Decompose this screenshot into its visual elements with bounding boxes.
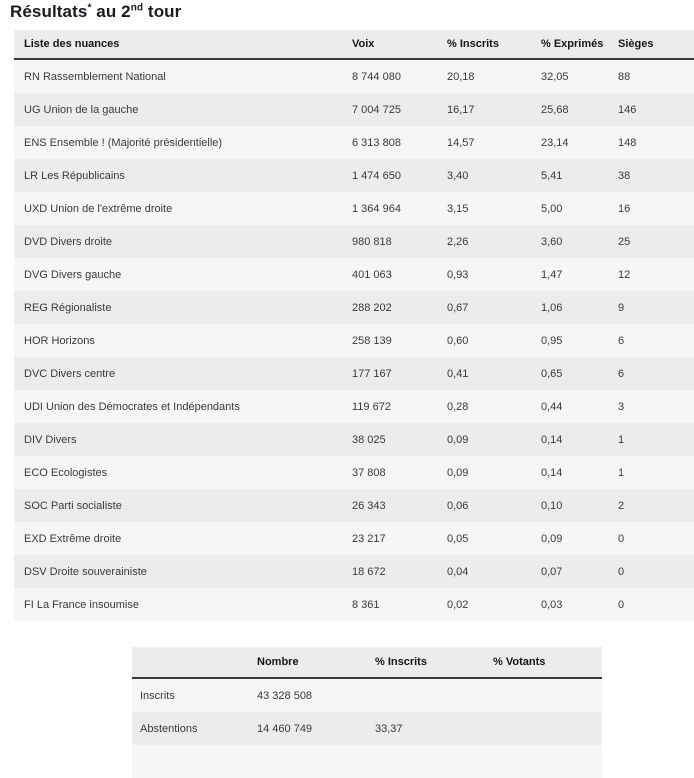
table-row <box>14 423 694 456</box>
title-footnote-asterisk: * <box>87 2 92 14</box>
table-cell: 3 <box>618 400 625 413</box>
table-cell: 0 <box>618 532 625 545</box>
table-cell: 12 <box>618 268 631 281</box>
column-header: Voix <box>352 38 375 50</box>
column-header: % Inscrits <box>447 38 499 50</box>
table-cell: 0,44 <box>541 400 563 413</box>
table-cell: 3,60 <box>541 235 563 248</box>
table-cell: 148 <box>618 136 637 149</box>
table-cell: 3,40 <box>447 169 469 182</box>
table-cell: 0 <box>618 598 625 611</box>
table-row <box>132 712 602 745</box>
table-cell: DSV Droite souverainiste <box>24 565 147 578</box>
table-cell: 0,14 <box>541 433 563 446</box>
table-cell: 26 343 <box>352 499 386 512</box>
table-cell: DVG Divers gauche <box>24 268 122 281</box>
table-row <box>14 60 694 93</box>
page-title-mid: au 2 <box>91 2 131 21</box>
table-cell: 119 672 <box>352 400 391 413</box>
participation-table <box>132 647 602 778</box>
table-cell: 1 <box>618 433 625 446</box>
table-row <box>14 159 694 192</box>
table-cell: 0,60 <box>447 334 469 347</box>
table-row <box>14 489 694 522</box>
table-cell: 1,47 <box>541 268 563 281</box>
table-row <box>14 291 694 324</box>
table-cell: SOC Parti socialiste <box>24 499 122 512</box>
table-cell: 16,17 <box>447 103 475 116</box>
table-cell: DIV Divers <box>24 433 77 446</box>
table-cell: 0,28 <box>447 400 469 413</box>
table-cell: HOR Horizons <box>24 334 95 347</box>
table-cell: RN Rassemblement National <box>24 70 166 83</box>
table-cell: 5,00 <box>541 202 563 215</box>
column-header: % Inscrits <box>375 656 427 668</box>
table-cell: 14,57 <box>447 136 475 149</box>
page-title <box>10 2 181 22</box>
table-row <box>14 258 694 291</box>
column-header: % Exprimés <box>541 38 604 50</box>
table-cell: 0,14 <box>541 466 563 479</box>
column-header: Nombre <box>257 656 299 668</box>
table-cell: 3,15 <box>447 202 469 215</box>
table-cell: 401 063 <box>352 268 392 281</box>
table-cell: 0,05 <box>447 532 469 545</box>
table-cell: 6 <box>618 334 625 347</box>
table-cell: 6 313 808 <box>352 136 401 149</box>
column-header: Liste des nuances <box>24 38 120 50</box>
table-cell: Abstentions <box>140 722 198 735</box>
table-row <box>14 456 694 489</box>
table-cell: 25,68 <box>541 103 569 116</box>
table-row <box>14 324 694 357</box>
table-cell: 8 744 080 <box>352 70 401 83</box>
table-cell: 0,09 <box>447 433 469 446</box>
table-cell: DVC Divers centre <box>24 367 116 380</box>
table-cell: EXD Extrême droite <box>24 532 122 545</box>
table-cell: 980 818 <box>352 235 392 248</box>
table-cell: 88 <box>618 70 631 83</box>
table-cell: 43 328 508 <box>257 689 313 702</box>
table-row <box>14 390 694 423</box>
table-cell: LR Les Républicains <box>24 169 125 182</box>
table-header-row <box>132 647 602 679</box>
page-title-text: Résultats <box>10 2 88 21</box>
table-cell: Inscrits <box>140 689 175 702</box>
table-cell: 8 361 <box>352 598 380 611</box>
table-row <box>132 679 602 712</box>
results-by-nuance-table <box>14 30 694 621</box>
table-cell: ECO Ecologistes <box>24 466 108 479</box>
table-cell: 0,93 <box>447 268 469 281</box>
table-cell: 1,06 <box>541 301 563 314</box>
table-row <box>14 555 694 588</box>
table-header-row <box>14 30 694 60</box>
table-row <box>14 93 694 126</box>
table-cell: DVD Divers droite <box>24 235 113 248</box>
table-cell: 25 <box>618 235 631 248</box>
table-cell: 20,18 <box>447 70 475 83</box>
table-cell: 7 004 725 <box>352 103 401 116</box>
table-cell: 146 <box>618 103 637 116</box>
table-row <box>14 225 694 258</box>
table-cell: 14 460 749 <box>257 722 313 735</box>
table-cell: 5,41 <box>541 169 563 182</box>
table-cell: FI La France insoumise <box>24 598 139 611</box>
table-cell: 23 217 <box>352 532 386 545</box>
table-row <box>14 588 694 621</box>
table-cell: 0,06 <box>447 499 469 512</box>
table-cell: 0 <box>618 565 625 578</box>
table-cell: 18 672 <box>352 565 386 578</box>
table-cell: 0,07 <box>541 565 563 578</box>
table-cell: UXD Union de l'extrême droite <box>24 202 173 215</box>
table-cell: ENS Ensemble ! (Majorité présidentielle) <box>24 136 223 149</box>
table-cell: 33,37 <box>375 722 403 735</box>
table-cell: 1 474 650 <box>352 169 401 182</box>
table-cell: 6 <box>618 367 625 380</box>
table-cell: 2 <box>618 499 625 512</box>
table-cell: 0,09 <box>447 466 469 479</box>
table-cell: 0,03 <box>541 598 563 611</box>
table-cell: REG Régionaliste <box>24 301 112 314</box>
table-cell: 9 <box>618 301 625 314</box>
table-cell: UG Union de la gauche <box>24 103 139 116</box>
table-cell: 2,26 <box>447 235 469 248</box>
title-ordinal-sup: nd <box>130 2 144 14</box>
table-cell: 0,65 <box>541 367 563 380</box>
table-cell: 1 364 964 <box>352 202 401 215</box>
page-title-end: tour <box>143 2 182 21</box>
table-cell: 0,67 <box>447 301 469 314</box>
table-cell: 258 139 <box>352 334 392 347</box>
table-cell: 16 <box>618 202 631 215</box>
table-cell: 0,95 <box>541 334 563 347</box>
table-row <box>14 522 694 555</box>
column-header: Sièges <box>618 38 654 50</box>
table-row <box>14 192 694 225</box>
table-cell: 37 808 <box>352 466 386 479</box>
table-cell: 32,05 <box>541 70 569 83</box>
table-cell: 288 202 <box>352 301 392 314</box>
table-cell: 0,10 <box>541 499 563 512</box>
table-cell: 177 167 <box>352 367 392 380</box>
table-row <box>14 357 694 390</box>
table-cell: 0,02 <box>447 598 469 611</box>
table-cell: 1 <box>618 466 625 479</box>
table-cell: 23,14 <box>541 136 569 149</box>
table-cell: 0,41 <box>447 367 469 380</box>
table-row <box>14 126 694 159</box>
table-cell: 38 <box>618 169 631 182</box>
table-cell: 38 025 <box>352 433 386 446</box>
column-header: % Votants <box>493 656 546 668</box>
table-cell: UDI Union des Démocrates et Indépendants <box>24 400 240 413</box>
table-cell: 0,04 <box>447 565 469 578</box>
table-cell: 0,09 <box>541 532 563 545</box>
